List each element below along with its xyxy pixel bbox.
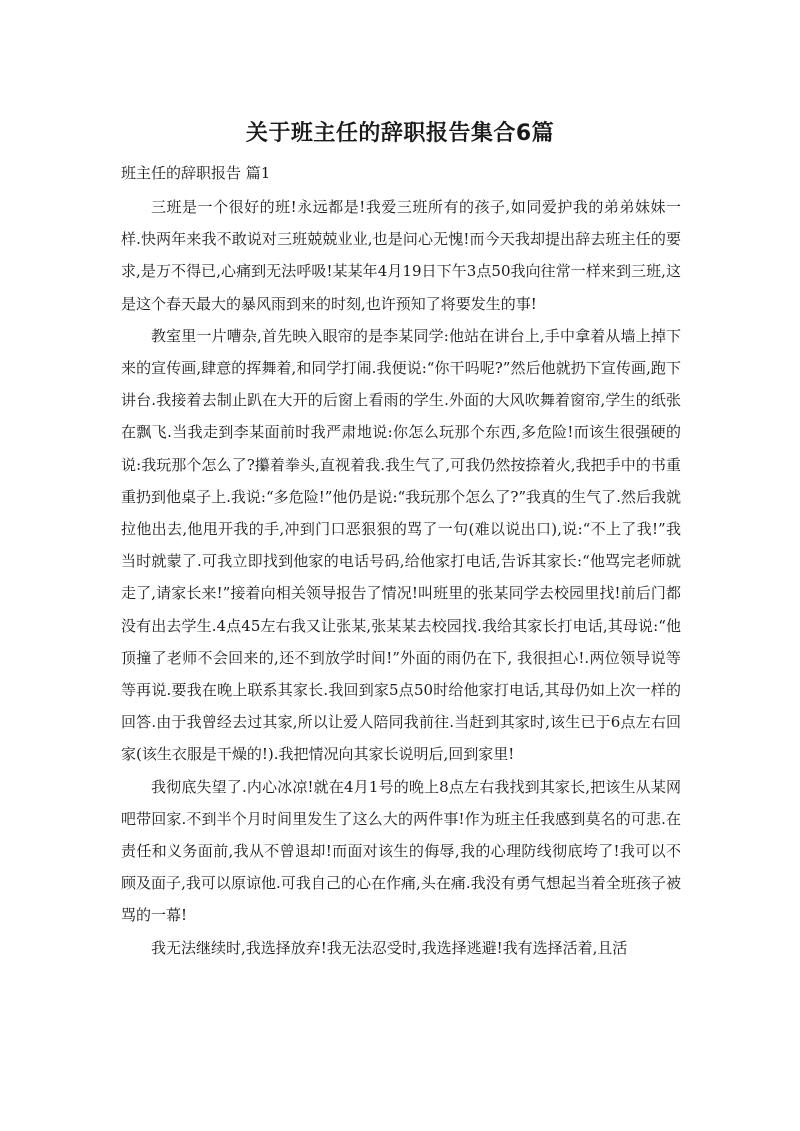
paragraph-4: 我无法继续时,我选择放弃!我无法忍受时,我选择逃避!我有选择活着,且活 (151, 938, 628, 957)
document-body (121, 191, 681, 964)
document-title: 关于班主任的辞职报告集合6篇 (245, 121, 555, 146)
paragraph-2: 教室里一片嘈杂,首先映入眼帘的是李某同学:他站在讲台上,手中拿着从墙上掉下来的宣传画,肆意的挥舞着,和同学打闹.我便说:“你干吗呢?”然后他就扔下宣传画,跑下讲台.我接着去制止趴在大开的后窗上看雨的学生.外面的大风吹舞着窗帘,学生的纸张在飘飞.当我走到李某面前时我严肃地说:你怎么玩那个东西,多危险!而该生很强硬的说:我玩那个怎么了?攥着拳头,直视着我.我生气了,可我仍然按捺着火,我把手中的书重重扔到他桌子上.我说:“多危险!”他仍是说:“我玩那个怎么了?”我真的生气了.然后我就拉他出去,他甩开我的手,冲到门口恶狠狠的骂了一句(难以说出口),说:“不上了我!”我当时就蒙了.可我立即找到他家的电话号码,给他家打电话,告诉其家长:“他骂完老师就走了,请家长来!”接着向相关领导报告了情况!叫班里的张某同学去校园里找!前后门都没有出去学生.4点45左右我又让张某,张某某去校园找.我给其家长打电话,其母说:“他顶撞了老师不会回来的,还不到放学时间!”外面的雨仍在下, 我很担心!.两位领导说等等再说.要我在晚上联系其家长.我回到家5点50时给他家打电话,其母仍如上次一样的回答.由于我曾经去过其家,所以让爱人陪同我前往.当赶到其家时,该生已于6点左右回家(该生衣服是干燥的!).我把情况向其家长说明后,回到家里! (121, 326, 681, 764)
paragraph-3: 我彻底失望了.内心冰凉!就在4月1号的晚上8点左右我找到其家长,把该生从某网吧带回家.不到半个月时间里发生了这么大的两件事!作为班主任我感到莫名的可悲.在责任和义务面前,我从不曾退却!而面对该生的侮辱,我的心理防线彻底垮了!我可以不顾及面子,我可以原谅他.可我自己的心在作痛,头在痛.我没有勇气想起当着全班孩子被骂的一幕! (121, 777, 681, 925)
section-heading: 班主任的辞职报告 篇1 (121, 164, 271, 182)
paragraph-1: 三班是一个很好的班!永远都是!我爱三班所有的孩子,如同爱护我的弟弟妹妹一样.快两年来我不敢说对三班兢兢业业,也是问心无愧!而今天我却提出辞去班主任的要求,是万不得已,心痛到无法呼吸!某某年4月19日下午3点50我向往常一样来到三班,这是这个春天最大的暴风雨到来的时刻,也许预知了将要发生的事! (121, 198, 681, 313)
